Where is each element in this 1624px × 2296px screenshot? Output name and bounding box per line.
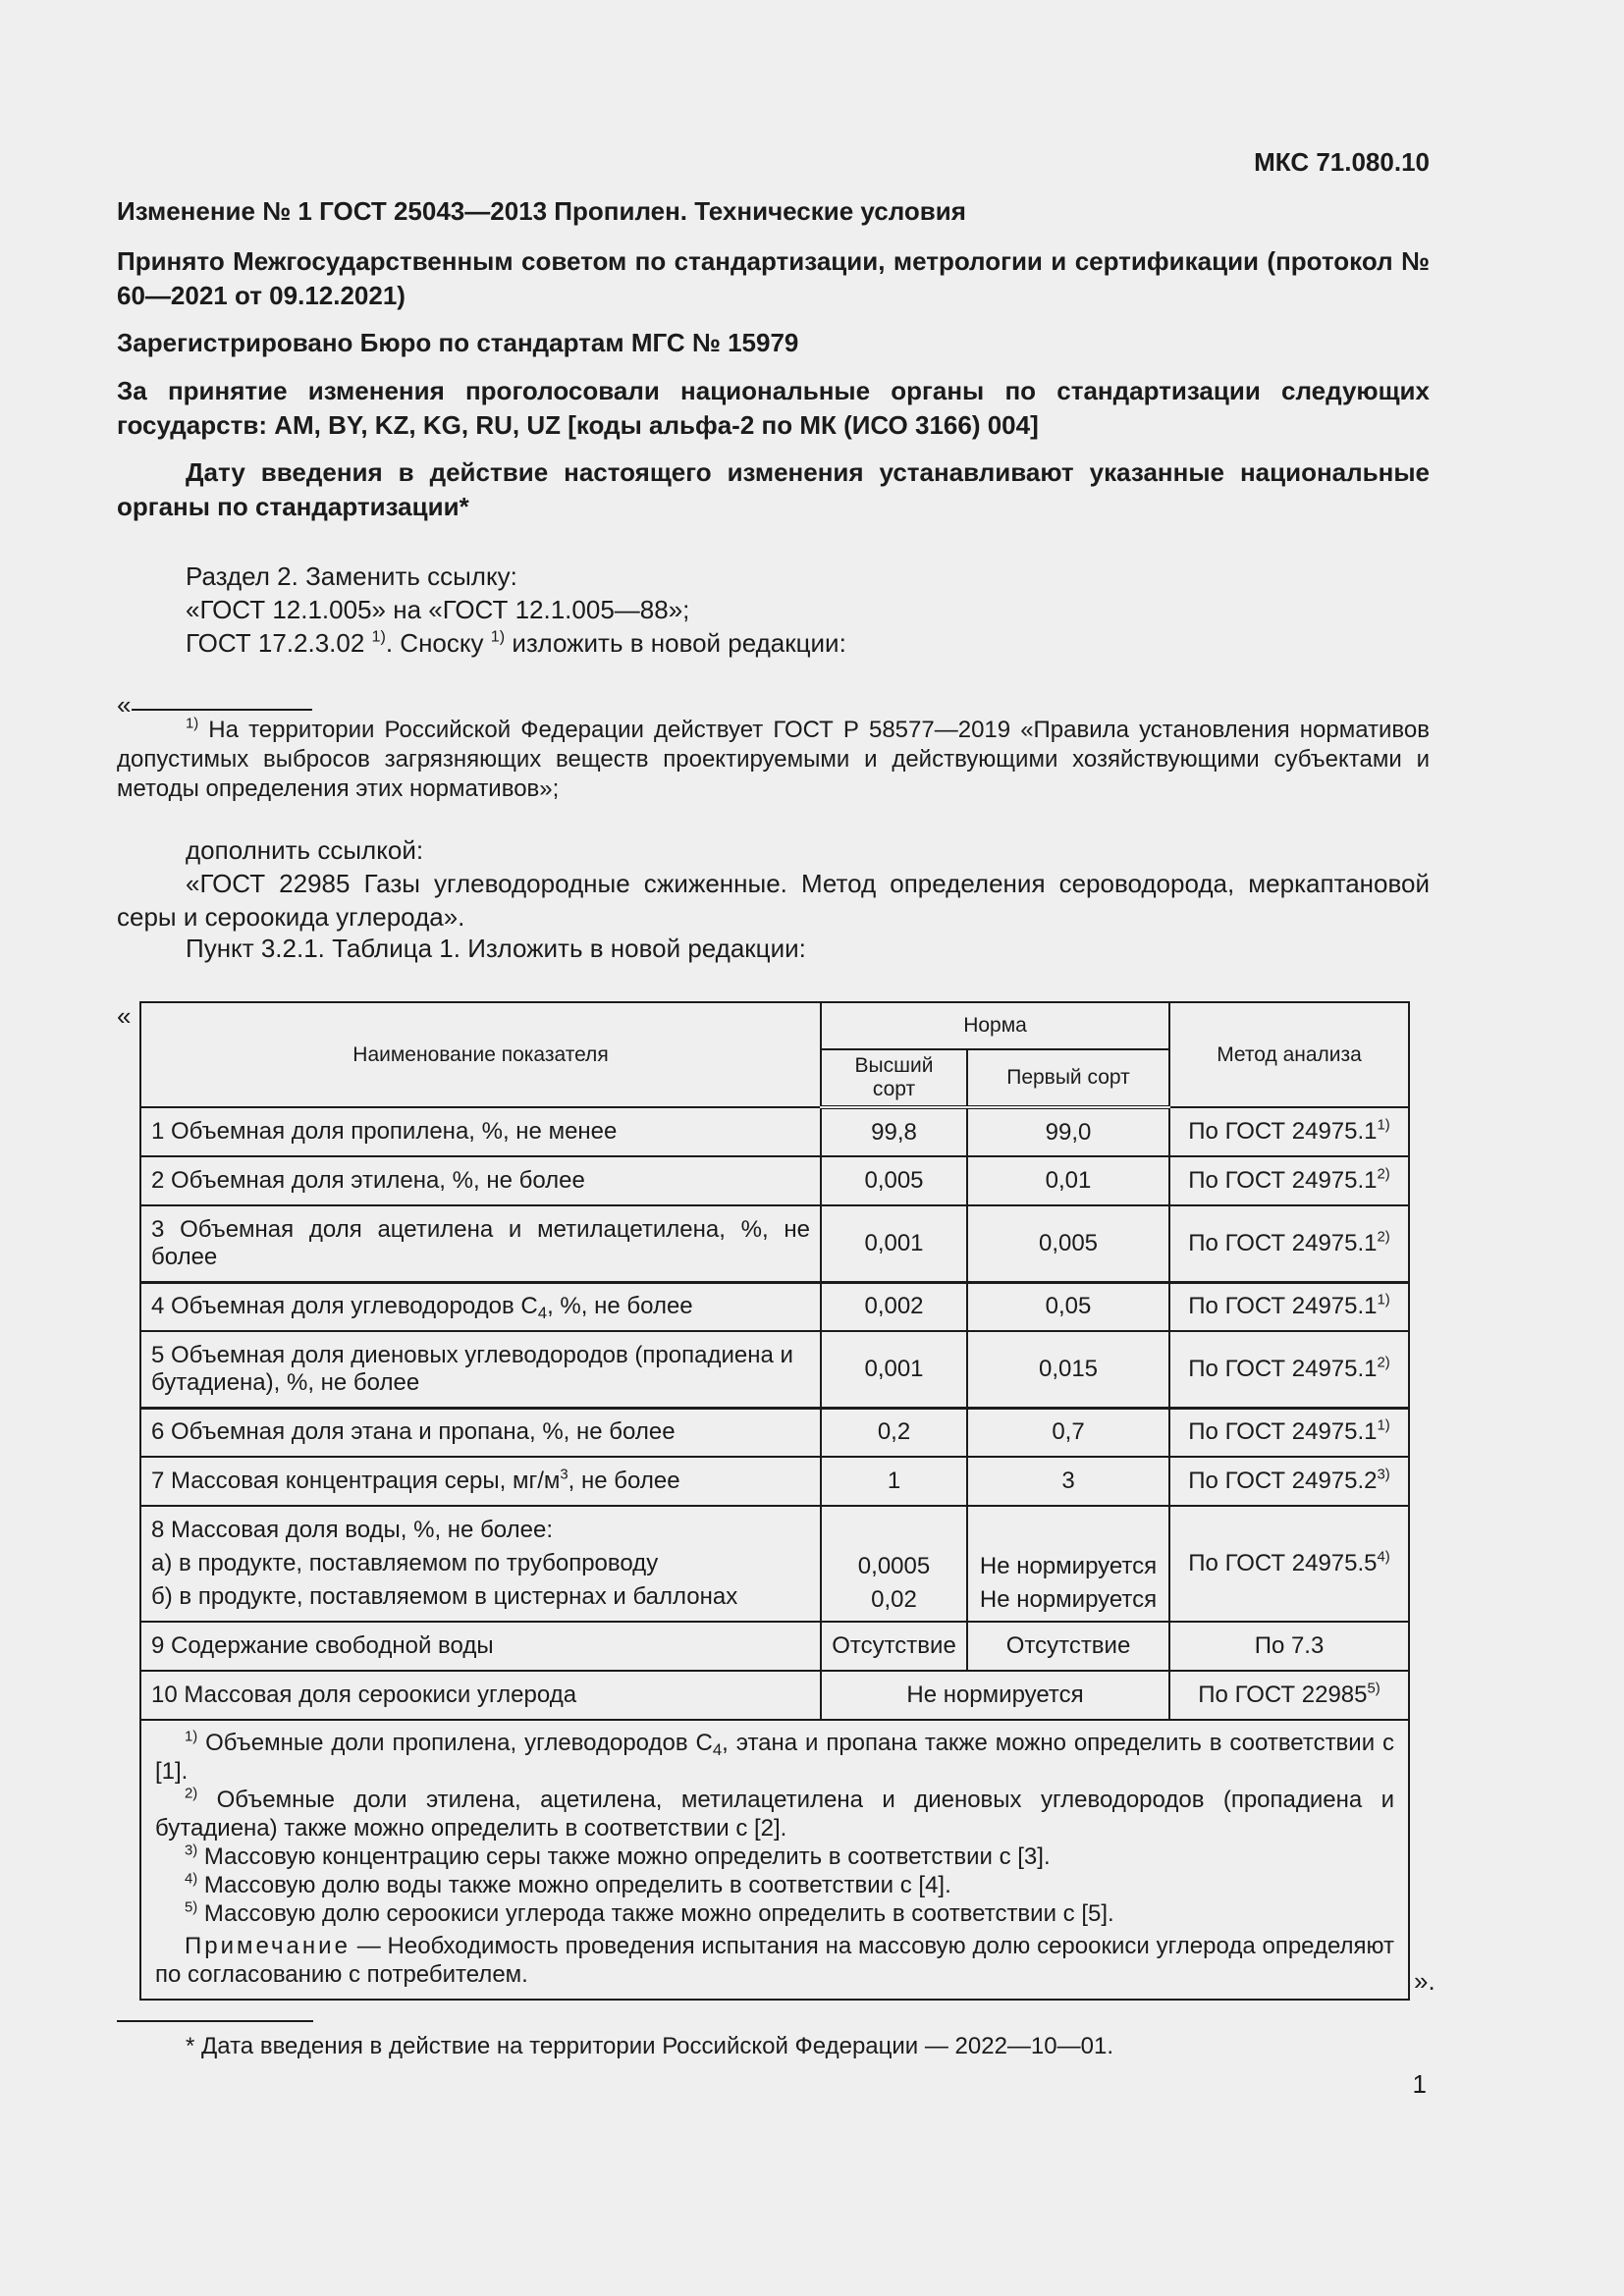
note-4: $^{4)}$ Массовую долю воды также можно определить в соответствии с [4]. (185, 1871, 951, 1898)
row-method: По ГОСТ 24975.1$^{2)}$ (1169, 1156, 1409, 1205)
table-row (140, 1205, 1409, 1282)
row-top: 0,002 (821, 1282, 967, 1331)
header-top-grade: Высший сорт (821, 1049, 967, 1107)
section2-line1: Раздел 2. Заменить ссылку: (186, 561, 517, 591)
amendment-title: Изменение № 1 ГОСТ 25043—2013 Пропилен. Технические условия (117, 196, 966, 226)
note-3: $^{3)}$ Массовую концентрацию серы также можно определить в соответствии с [3]. (185, 1842, 1051, 1870)
row-method: По ГОСТ 24975.1$^{1)}$ (1169, 1408, 1409, 1457)
footnote-separator (117, 2020, 313, 2022)
row-top: 99,8 (821, 1107, 967, 1156)
row-first: 99,0 (967, 1107, 1169, 1156)
row-top: 0,005 (821, 1156, 967, 1205)
row-method: По ГОСТ 22985$^{5)}$ (1169, 1671, 1409, 1720)
footnote-text: $^{1)}$ На территории Российской Федерации действует ГОСТ Р 58577—2019 «Правила установления нормативов допустимых выбросов загрязняющих веществ проектируемыми и действующими хозяйствующими субъектами и методы определения этих нормативов»; (117, 716, 1430, 802)
note-2: $^{2)}$ Объемные доли этилена, ацетилена, метилацетилена и диеновых углеводородов (пропадиена и бутадиена) также можно определить в соответствии с [2]. (155, 1786, 1395, 1842)
table-row (140, 1622, 1409, 1671)
row-name: 6 Объемная доля этана и пропана, %, не более (140, 1408, 821, 1457)
row-name-line2: а) в продукте, поставляемом по трубопроводу (151, 1550, 659, 1576)
row-first: 0,05 (967, 1282, 1169, 1331)
registration: Зарегистрировано Бюро по стандартам МГС № 15979 (117, 328, 799, 357)
table-row (140, 1457, 1409, 1506)
table-row (140, 1506, 1409, 1622)
row-top: Отсутствие (821, 1622, 967, 1671)
row-top: 0,0005 0,02 (821, 1506, 967, 1622)
table-open-quote: « (117, 1001, 132, 1031)
section2-line2: «ГОСТ 12.1.005» на «ГОСТ 12.1.005—88»; (186, 595, 690, 624)
table-header-row (140, 1002, 1409, 1049)
mks-code: МКС 71.080.10 (1254, 147, 1430, 177)
row-name-line3: б) в продукте, поставляемом в цистернах и баллонах (151, 1583, 738, 1610)
row-name: 1 Объемная доля пропилена, %, не менее (140, 1107, 821, 1156)
footnote-rule (132, 709, 312, 711)
note-5: $^{5)}$ Массовую долю сероокиси углерода также можно определить в соответствии с [5]. (185, 1899, 1114, 1927)
row-name (140, 1506, 821, 1622)
row-first: 0,01 (967, 1156, 1169, 1205)
row-method: По ГОСТ 24975.2$^{3)}$ (1169, 1457, 1409, 1506)
spec-table (139, 1001, 1410, 2001)
row-name: 2 Объемная доля этилена, %, не более (140, 1156, 821, 1205)
row-top: 0,001 (821, 1205, 967, 1282)
table-remark: Примечание — Необходимость проведения испытания на массовую долю сероокиси углерода определяют по согласованию с потребителем. (155, 1933, 1395, 1988)
row-name: 3 Объемная доля ацетилена и метилацетилена, %, не более (140, 1205, 821, 1282)
voting-states: За принятие изменения проголосовали национальные органы по стандартизации следующих государств: AM, BY, KZ, KG, RU, UZ [коды альфа-2 по МК (ИСО 3166) 004] (117, 376, 1430, 440)
row-first: 0,7 (967, 1408, 1169, 1457)
table-row (140, 1156, 1409, 1205)
row-name: 7 Массовая концентрация серы, $мг/м^3$, не более (140, 1457, 821, 1506)
row-top: 0,001 (821, 1331, 967, 1408)
row-name-line1: 8 Массовая доля воды, %, не более: (151, 1517, 553, 1543)
adopted-by: Принято Межгосударственным советом по стандартизации, метрологии и сертификации (протокол № 60—2021 от 09.12.2021) (117, 246, 1430, 310)
row-method: По ГОСТ 24975.5$^{4)}$ (1169, 1506, 1409, 1622)
row-first: 0,015 (967, 1331, 1169, 1408)
row-norm-merged: Не нормируется (821, 1671, 1169, 1720)
table-row (140, 1408, 1409, 1457)
footnote-open-quote: « (117, 690, 132, 720)
header-name: Наименование показателя (140, 1002, 821, 1107)
header-method: Метод анализа (1169, 1002, 1409, 1107)
table-row (140, 1671, 1409, 1720)
table-notes-row (140, 1720, 1409, 2000)
row-name: 9 Содержание свободной воды (140, 1622, 821, 1671)
addition-line2: «ГОСТ 22985 Газы углеводородные сжиженные. Метод определения сероводорода, меркаптановой серы и сероокида углерода». (117, 869, 1430, 932)
header-norm: Норма (821, 1002, 1169, 1049)
row-name: 5 Объемная доля диеновых углеводородов (пропадиена и бутадиена), %, не более (140, 1331, 821, 1408)
table-close-quote: ». (1414, 1966, 1435, 1996)
row-method: По ГОСТ 24975.1$^{2)}$ (1169, 1331, 1409, 1408)
table-row (140, 1331, 1409, 1408)
row-top: 1 (821, 1457, 967, 1506)
header-first-grade: Первый сорт (967, 1049, 1169, 1107)
row-top: 0,2 (821, 1408, 967, 1457)
section2-line3: ГОСТ 17.2.3.02 $^{1)}$. Сноску $^{1)}$ изложить в новой редакции: (186, 627, 846, 658)
addition-line3: Пункт 3.2.1. Таблица 1. Изложить в новой редакции: (186, 934, 806, 963)
addition-line1: дополнить ссылкой: (186, 835, 424, 865)
page-number: 1 (1412, 2069, 1427, 2099)
table-row (140, 1107, 1409, 1156)
row-method: По ГОСТ 24975.1$^{1)}$ (1169, 1107, 1409, 1156)
table-row (140, 1282, 1409, 1331)
date-footnote: * Дата введения в действие на территории Российской Федерации — 2022—10—01. (186, 2033, 1113, 2059)
row-name: 4 Объемная доля углеводородов $С_4$, %, не более (140, 1282, 821, 1331)
row-method: По ГОСТ 24975.1$^{2)}$ (1169, 1205, 1409, 1282)
note-1: $^{1)}$ Объемные доли пропилена, углеводородов $С_4$, этана и пропана также можно определить в соответствии с [1]. (155, 1729, 1395, 1785)
row-name: 10 Массовая доля сероокиси углерода (140, 1671, 821, 1720)
effective-date-note: Дату введения в действие настоящего изменения устанавливают указанные национальные органы по стандартизации* (117, 457, 1430, 521)
row-method: По ГОСТ 24975.1$^{1)}$ (1169, 1282, 1409, 1331)
row-first: 0,005 (967, 1205, 1169, 1282)
row-method: По 7.3 (1169, 1622, 1409, 1671)
row-first: 3 (967, 1457, 1169, 1506)
row-first: Отсутствие (967, 1622, 1169, 1671)
row-first: Не нормируется Не нормируется (967, 1506, 1169, 1622)
table-notes (140, 1720, 1409, 2000)
